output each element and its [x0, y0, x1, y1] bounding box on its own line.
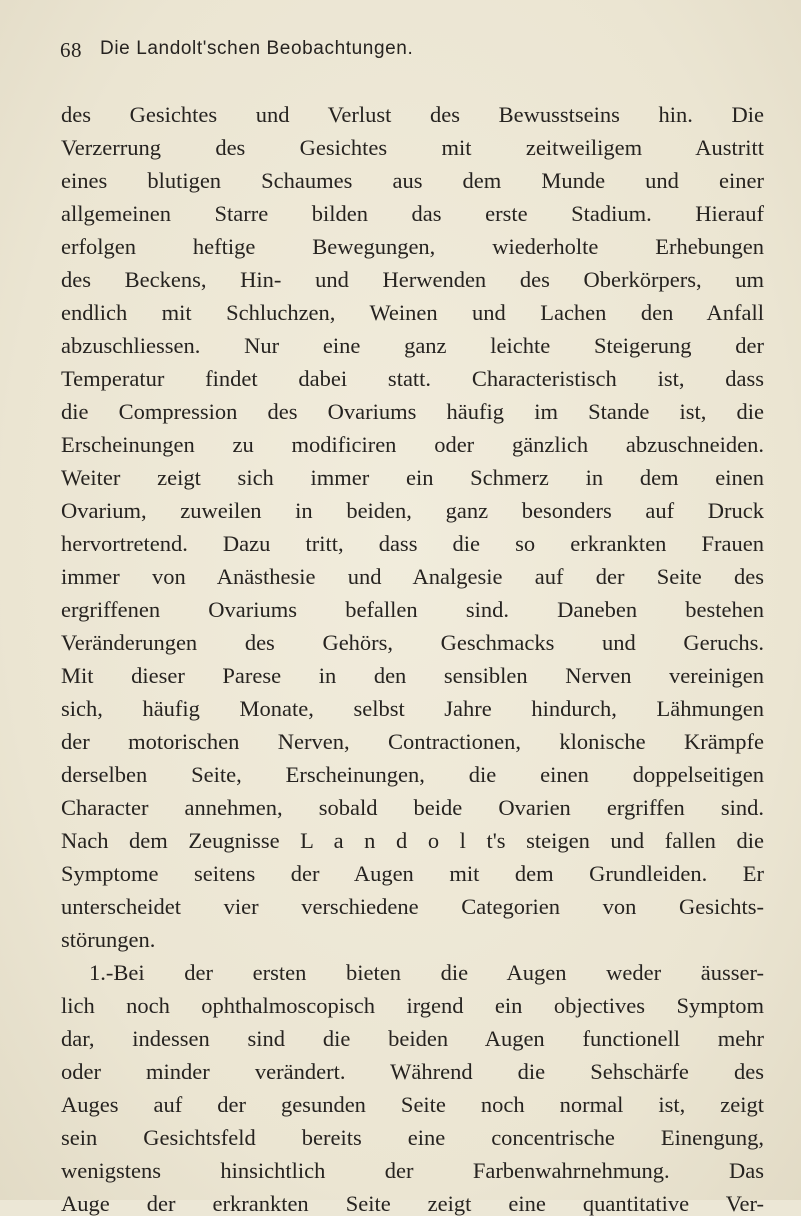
text-line: oder minder verändert. Während die Sehschärfe des [61, 1059, 764, 1084]
text-line: Nach dem Zeugnisse L a n d o l t's steigen und fallen die [61, 828, 764, 853]
text-line: Temperatur findet dabei statt. Characteristisch ist, dass [61, 366, 764, 391]
text-line: Symptome seitens der Augen mit dem Grundleiden. Er [61, 861, 764, 886]
text-line: Mit dieser Parese in den sensiblen Nerven vereinigen [61, 663, 764, 688]
text-line: abzuschliessen. Nur eine ganz leichte Steigerung der [61, 333, 764, 358]
page-number: 68 [60, 38, 82, 62]
text-line: ergriffenen Ovariums befallen sind. Daneben bestehen [61, 597, 764, 622]
text-line: dar, indessen sind die beiden Augen functionell mehr [61, 1026, 764, 1051]
text-line: störungen. [61, 927, 156, 952]
text-line: lich noch ophthalmoscopisch irgend ein objectives Symptom [61, 993, 764, 1018]
text-line: derselben Seite, Erscheinungen, die einen doppelseitigen [61, 762, 764, 787]
text-line: 1.-Bei der ersten bieten die Augen weder äusser- [89, 960, 764, 985]
text-line: Auges auf der gesunden Seite noch normal ist, zeigt [61, 1092, 764, 1117]
text-line: der motorischen Nerven, Contractionen, klonische Krämpfe [61, 729, 764, 754]
text-line: des Beckens, Hin- und Herwenden des Oberkörpers, um [61, 267, 764, 292]
text-line: Veränderungen des Gehörs, Geschmacks und Geruchs. [61, 630, 764, 655]
text-line: unterscheidet vier verschiedene Categorien von Gesichts- [61, 894, 764, 919]
text-line: die Compression des Ovariums häufig im Stande ist, die [61, 399, 764, 424]
text-line: Auge der erkrankten Seite zeigt eine quantitative Ver- [61, 1191, 764, 1216]
text-line: erfolgen heftige Bewegungen, wiederholte Erhebungen [61, 234, 764, 259]
text-line: allgemeinen Starre bilden das erste Stadium. Hierauf [61, 201, 764, 226]
text-line: Ovarium, zuweilen in beiden, ganz besonders auf Druck [61, 498, 764, 523]
text-line: immer von Anästhesie und Analgesie auf der Seite des [61, 564, 764, 589]
text-line: wenigstens hinsichtlich der Farbenwahrnehmung. Das [61, 1158, 764, 1183]
text-line: sich, häufig Monate, selbst Jahre hindurch, Lähmungen [61, 696, 764, 721]
text-line: hervortretend. Dazu tritt, dass die so erkrankten Frauen [61, 531, 764, 556]
text-line: sein Gesichtsfeld bereits eine concentrische Einengung, [61, 1125, 764, 1150]
text-line: des Gesichtes und Verlust des Bewusstseins hin. Die [61, 102, 764, 127]
page-header [60, 38, 760, 72]
text-line: Verzerrung des Gesichtes mit zeitweiligem Austritt [61, 135, 764, 160]
text-line: eines blutigen Schaumes aus dem Munde und einer [61, 168, 764, 193]
running-head: Die Landolt'schen Beobachtungen. [100, 38, 414, 59]
text-line: endlich mit Schluchzen, Weinen und Lachen den Anfall [61, 300, 764, 325]
text-line: Weiter zeigt sich immer ein Schmerz in dem einen [61, 465, 764, 490]
text-line: Character annehmen, sobald beide Ovarien ergriffen sind. [61, 795, 764, 820]
text-line: Erscheinungen zu modificiren oder gänzlich abzuschneiden. [61, 432, 764, 457]
